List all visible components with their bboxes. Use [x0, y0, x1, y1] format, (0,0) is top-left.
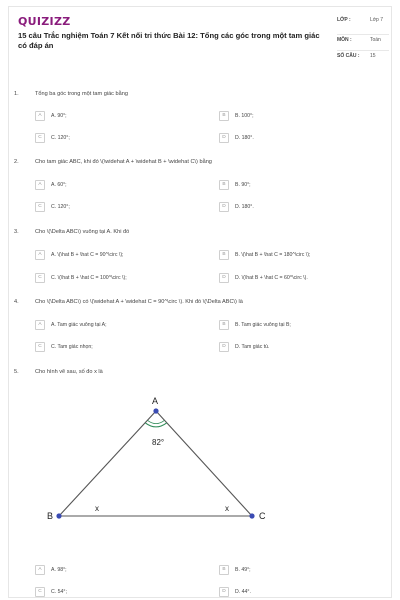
q3-option-d[interactable] — [219, 273, 384, 283]
option-text: C. 54°; — [51, 588, 67, 595]
q3-option-a[interactable] — [35, 250, 200, 260]
option-text: C. \(\hat B + \hat C = 100^\circ \); — [51, 274, 127, 281]
q5-option-d[interactable] — [219, 587, 384, 597]
q4-option-c[interactable] — [35, 342, 200, 352]
option-text: B. 49°; — [235, 566, 251, 573]
angle-arc-a-inner — [148, 420, 165, 423]
option-letter-box: A — [35, 180, 45, 190]
q5-option-a[interactable] — [35, 565, 200, 575]
q1-option-d[interactable] — [219, 133, 384, 143]
question-number: 2. — [14, 159, 19, 165]
question-text: Cho \(\Delta ABC\) vuông tại A. Khi đó — [35, 229, 130, 235]
option-text: A. 60°; — [51, 181, 67, 188]
angle-c-label: x — [225, 504, 229, 513]
option-letter-box: C — [35, 273, 45, 283]
question-text: Tổng ba góc trong một tam giác bằng — [35, 91, 128, 97]
option-letter-box: B — [219, 180, 229, 190]
q4-option-d[interactable] — [219, 342, 384, 352]
meta-panel — [337, 15, 389, 65]
grade-label: LỚP : — [337, 17, 351, 23]
option-letter-box: A — [35, 320, 45, 330]
subject-value: Toán — [370, 37, 381, 43]
option-text: D. 44°. — [235, 588, 251, 595]
option-letter-box: D — [219, 587, 229, 597]
question-number: 4. — [14, 299, 19, 305]
option-letter-box: A — [35, 111, 45, 121]
vertex-b — [56, 513, 61, 518]
edge-ab — [59, 411, 156, 516]
question-number: 3. — [14, 229, 19, 235]
q2-option-b[interactable] — [219, 180, 384, 190]
label-a: A — [152, 396, 159, 406]
option-text: D. 180°. — [235, 203, 254, 210]
option-text: C. 120°; — [51, 203, 70, 210]
option-letter-box: B — [219, 565, 229, 575]
option-letter-box: D — [219, 342, 229, 352]
option-text: B. Tam giác vuông tại B; — [235, 321, 291, 328]
option-text: B. 90°; — [235, 181, 251, 188]
question-text: Cho tam giác ABC, khi đó \(\widehat A + \widehat B + \widehat C\) bằng — [35, 159, 212, 165]
option-text: B. 100°; — [235, 112, 254, 119]
question-count-label: SỐ CÂU : — [337, 53, 360, 59]
q5-option-c[interactable] — [35, 587, 200, 597]
option-text: C. Tam giác nhọn; — [51, 343, 93, 350]
option-text: A. 98°; — [51, 566, 67, 573]
edge-ac — [156, 411, 252, 516]
option-letter-box: B — [219, 250, 229, 260]
option-text: A. 90°; — [51, 112, 67, 119]
option-letter-box: A — [35, 250, 45, 260]
q2-option-d[interactable] — [219, 202, 384, 212]
option-letter-box: A — [35, 565, 45, 575]
quizizz-logo: QUIZIZZ — [18, 15, 71, 28]
meta-row-subject — [337, 35, 389, 51]
question-number: 5. — [14, 369, 19, 375]
triangle-figure — [49, 389, 289, 529]
question-count-value: 15 — [370, 53, 376, 59]
option-letter-box: B — [219, 320, 229, 330]
angle-b-label: x — [95, 504, 99, 513]
option-letter-box: D — [219, 202, 229, 212]
option-letter-box: C — [35, 342, 45, 352]
option-letter-box: C — [35, 202, 45, 212]
option-letter-box: C — [35, 587, 45, 597]
question-text: Cho hình vẽ sau, số đo x là — [35, 369, 103, 375]
option-text: D. \(\hat B + \hat C = 60^\circ \). — [235, 274, 308, 281]
question-number: 1. — [14, 91, 19, 97]
vertex-a — [153, 408, 158, 413]
worksheet-title: 15 câu Trắc nghiệm Toán 7 Kết nối tri thức Bài 12: Tổng các góc trong một tam giác có đáp án — [18, 31, 320, 50]
q1-option-a[interactable] — [35, 111, 200, 121]
option-text: A. Tam giác vuông tại A; — [51, 321, 107, 328]
q1-option-b[interactable] — [219, 111, 384, 121]
q3-option-c[interactable] — [35, 273, 200, 283]
option-letter-box: D — [219, 133, 229, 143]
q2-option-c[interactable] — [35, 202, 200, 212]
q2-option-a[interactable] — [35, 180, 200, 190]
option-letter-box: C — [35, 133, 45, 143]
question-text: Cho \(\Delta ABC\) có \(\widehat A + \widehat C = 90^\circ \). Khi đó \(\Delta ABC\) là — [35, 299, 243, 305]
vertex-c — [249, 513, 254, 518]
angle-a-label: 82° — [152, 438, 165, 447]
option-text: D. 180°. — [235, 134, 254, 141]
option-text: C. 120°; — [51, 134, 70, 141]
triangle-diagram — [49, 389, 289, 529]
option-text: A. \(\hat B + \hat C = 90^\circ \); — [51, 251, 124, 258]
q5-option-b[interactable] — [219, 565, 384, 575]
grade-value: Lớp 7 — [370, 17, 384, 23]
label-b: B — [47, 511, 54, 521]
option-letter-box: D — [219, 273, 229, 283]
meta-row-grade — [337, 15, 389, 35]
q4-option-a[interactable] — [35, 320, 200, 330]
q4-option-b[interactable] — [219, 320, 384, 330]
option-text: D. Tam giác tù. — [235, 343, 270, 350]
worksheet-header — [9, 7, 393, 73]
worksheet-page — [8, 6, 392, 598]
option-letter-box: B — [219, 111, 229, 121]
meta-row-count — [337, 51, 389, 65]
label-c: C — [259, 511, 266, 521]
q3-option-b[interactable] — [219, 250, 384, 260]
option-text: B. \(\hat B + \hat C = 180^\circ \); — [235, 251, 311, 258]
q1-option-c[interactable] — [35, 133, 200, 143]
subject-label: MÔN : — [337, 37, 352, 43]
